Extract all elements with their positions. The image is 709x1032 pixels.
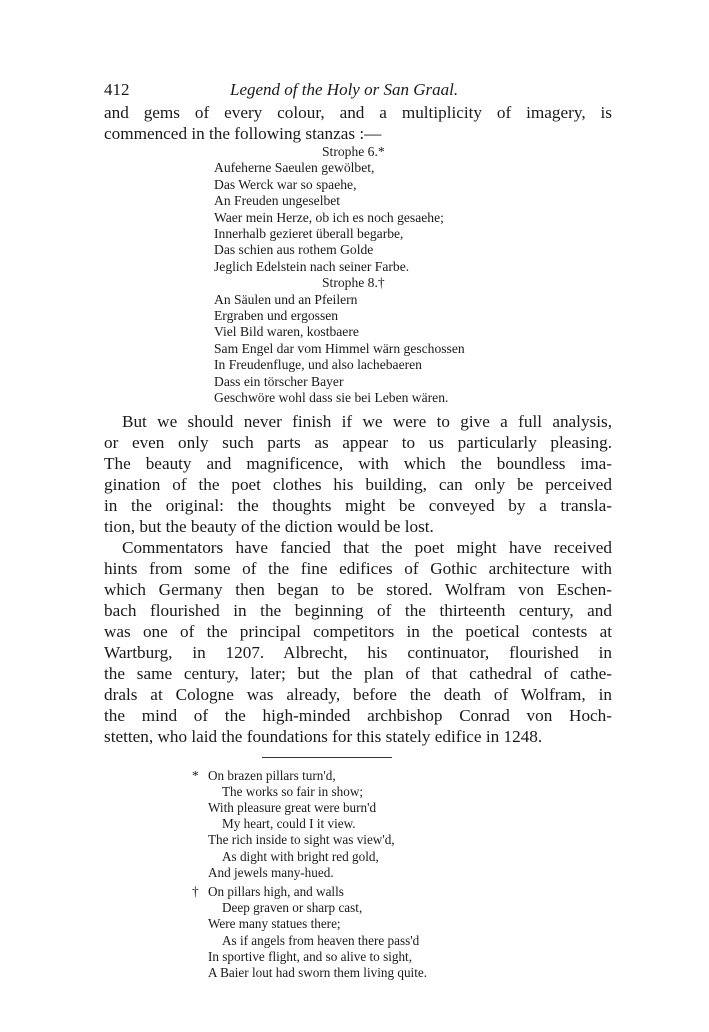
- verse-line: Ergraben und ergossen: [214, 308, 339, 324]
- footnote-line: A Baier lout had sworn them living quite.: [208, 964, 428, 980]
- text-line: or even only such parts as appear to us particularly pleasing.: [104, 432, 612, 452]
- text-line: The beauty and magnificence, with which the boundless ima-: [104, 453, 612, 473]
- verse-line: In Freudenfluge, und also lachebaeren: [214, 357, 422, 373]
- text-line: the same century, later; but the plan of that cathedral of cathe-: [104, 663, 612, 683]
- text-line: hints from some of the fine edifices of Gothic architecture with: [104, 558, 612, 578]
- footnote-line: The rich inside to sight was view'd,: [208, 832, 395, 848]
- footnote-divider: [262, 757, 392, 758]
- text-line: tion, but the beauty of the diction would be lost.: [104, 516, 434, 536]
- paragraph-commentators: [104, 537, 612, 747]
- verse-line: Das schien aus rothem Golde: [214, 242, 374, 258]
- footnote-line: Were many statues there;: [208, 916, 341, 932]
- strophe-6: [214, 144, 612, 275]
- verse-line: Innerhalb gezieret überall begarbe,: [214, 226, 404, 242]
- text-line: bach flourished in the beginning of the thirteenth century, and: [104, 600, 612, 620]
- text-line: in the original: the thoughts might be conveyed by a transla-: [104, 495, 612, 515]
- text-line: which Germany then began to be stored. Wolfram von Eschen-: [104, 579, 612, 599]
- verse-line: An Säulen und an Pfeilern: [214, 291, 358, 307]
- text-line: gination of the poet clothes his building, can only be perceived: [104, 474, 612, 494]
- text-line: But we should never finish if we were to give a full analysis,: [122, 411, 612, 431]
- footnote-line: My heart, could I it view.: [222, 816, 356, 832]
- strophe-8: [214, 275, 612, 406]
- verse-line: Waer mein Herze, ob ich es noch gesaehe;: [214, 209, 444, 225]
- footnote-line: The works so fair in show;: [222, 783, 364, 799]
- text-line: and gems of every colour, and a multiplicity of imagery, is: [104, 103, 612, 122]
- verse-line: Sam Engel dar vom Himmel wärn geschossen: [214, 340, 465, 356]
- footnote-dagger: [192, 884, 612, 981]
- verse-line: Dass ein törscher Bayer: [214, 373, 344, 389]
- page-header: [104, 72, 612, 102]
- verse-line: Jeglich Edelstein nach seiner Farbe.: [214, 258, 410, 274]
- page-number: 412: [104, 80, 130, 99]
- footnote-mark: *: [192, 767, 199, 783]
- strophe-title: Strophe 6.*: [322, 144, 385, 159]
- text-line: the mind of the high-minded archbishop Conrad von Hoch-: [104, 705, 612, 725]
- footnote-mark: †: [192, 883, 199, 899]
- footnote-line: And jewels many-hued.: [208, 864, 334, 880]
- footnote-line: In sportive flight, and so alive to sight,: [208, 948, 413, 964]
- footnote-line: As dight with bright red gold,: [222, 848, 379, 864]
- verse-line: Geschwöre wohl dass sie bei Leben wären.: [214, 390, 449, 406]
- text-line: was one of the principal competitors in the poetical contests at: [104, 621, 612, 641]
- verse-line: Das Werck war so spaehe,: [214, 176, 357, 192]
- verse-line: An Freuden ungeselbet: [214, 193, 341, 209]
- footnote-line: With pleasure great were burn'd: [208, 799, 377, 815]
- verse-line: Viel Bild waren, kostbaere: [214, 324, 359, 340]
- footnote-star: [192, 768, 612, 881]
- footnote-line: As if angels from heaven there pass'd: [222, 932, 420, 948]
- intro-text: [104, 102, 612, 144]
- text-line: Wartburg, in 1207. Albrecht, his continuator, flourished in: [104, 642, 612, 662]
- running-title: Legend of the Holy or San Graal.: [230, 80, 459, 99]
- footnote-line: On brazen pillars turn'd,: [208, 767, 336, 783]
- verse-line: Aufeherne Saeulen gewölbet,: [214, 160, 375, 176]
- text-line: drals at Cologne was already, before the death of Wolfram, in: [104, 684, 612, 704]
- book-page: [104, 72, 612, 981]
- footnote-line: Deep graven or sharp cast,: [222, 900, 363, 916]
- text-line: Commentators have fancied that the poet might have received: [122, 537, 612, 557]
- footnote-line: On pillars high, and walls: [208, 883, 344, 899]
- strophe-title: Strophe 8.†: [322, 275, 385, 291]
- paragraph-analysis: [104, 411, 612, 537]
- text-line: stetten, who laid the foundations for this stately edifice in 1248.: [104, 726, 543, 746]
- text-line: commenced in the following stanzas :—: [104, 124, 382, 143]
- footnotes: [192, 768, 612, 982]
